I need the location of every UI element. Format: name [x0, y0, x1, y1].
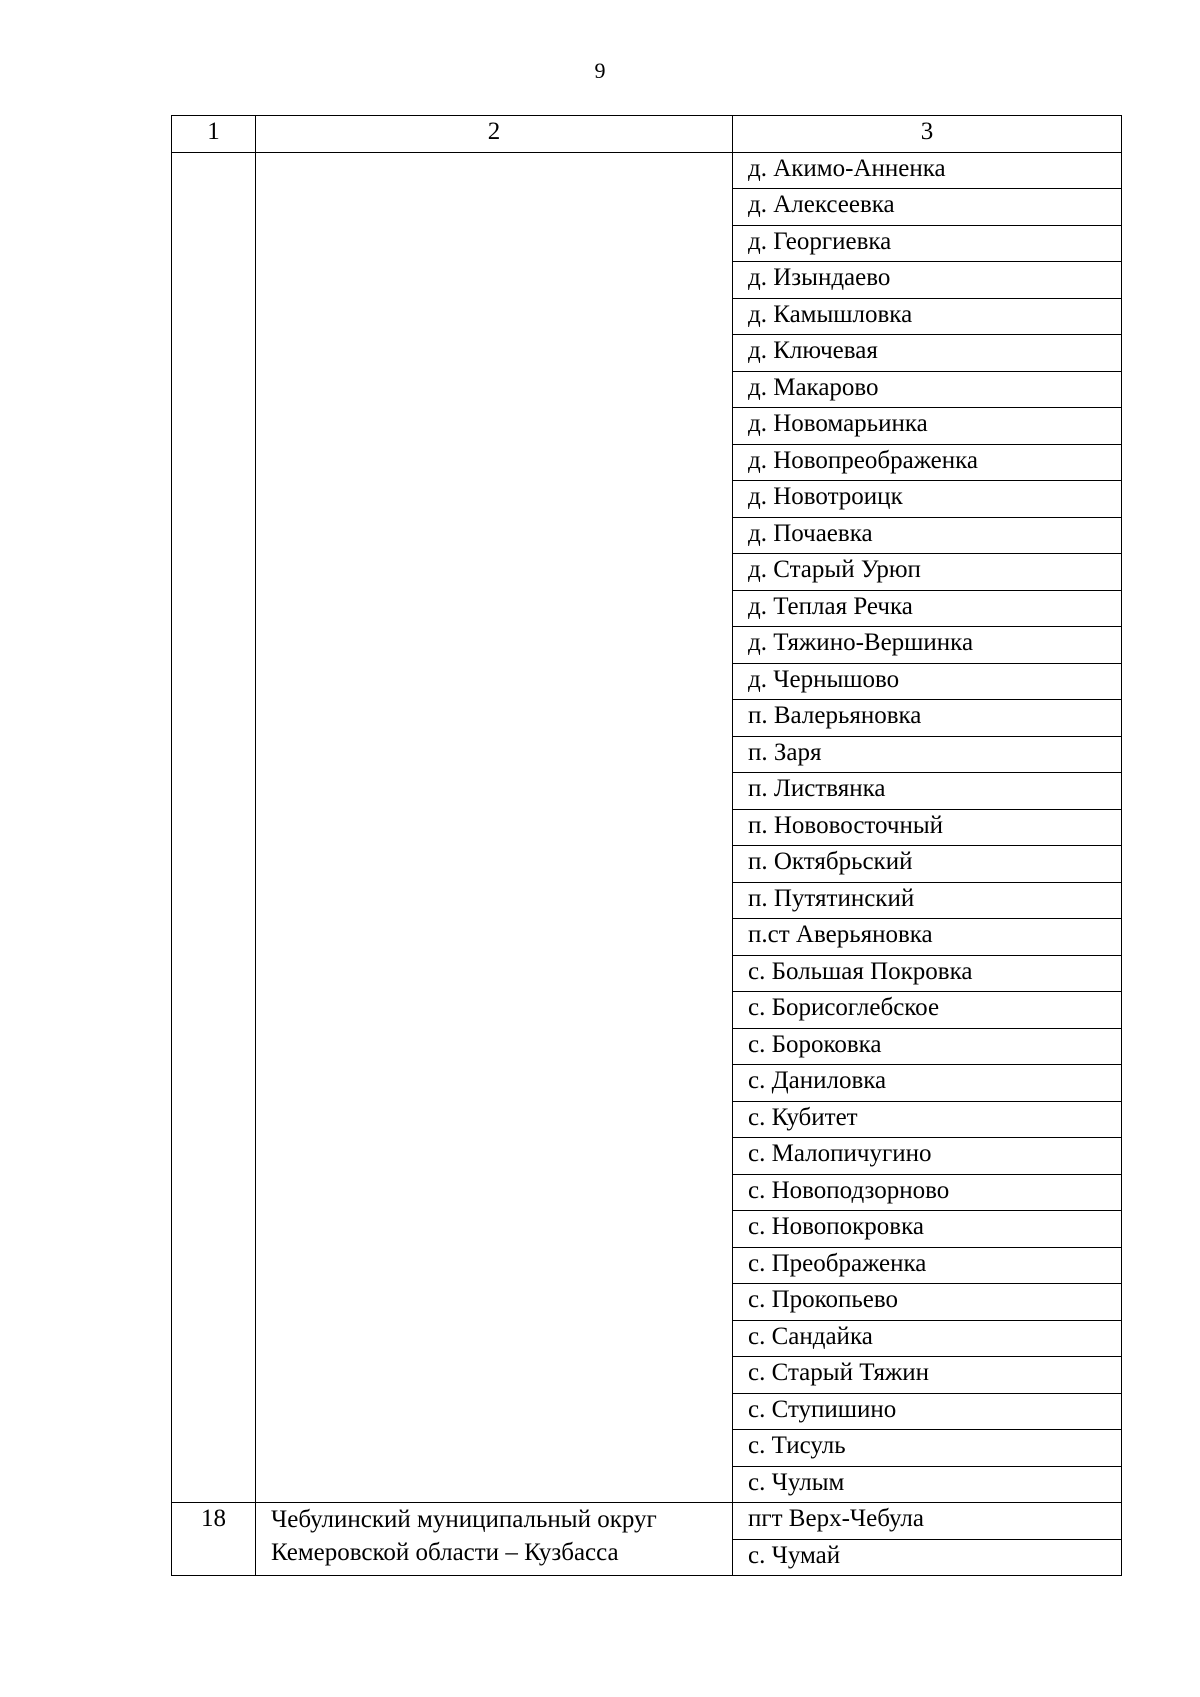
settlement-cell: п. Нововосточный [733, 809, 1122, 846]
district-name-cell [256, 152, 733, 1503]
settlement-cell: с. Чулым [733, 1466, 1122, 1503]
entry-number-cell: 18 [172, 1503, 256, 1576]
settlement-cell: д. Старый Урюп [733, 554, 1122, 591]
settlement-cell: с. Даниловка [733, 1065, 1122, 1102]
settlement-cell: с. Новоподзорново [733, 1174, 1122, 1211]
settlement-cell: д. Тяжино-Вершинка [733, 627, 1122, 664]
page-number: 9 [594, 58, 606, 83]
settlement-cell: п. Листвянка [733, 773, 1122, 810]
settlement-cell: д. Георгиевка [733, 225, 1122, 262]
settlement-cell: с. Прокопьево [733, 1284, 1122, 1321]
settlement-cell: п.ст Аверьяновка [733, 919, 1122, 956]
settlement-cell: д. Изындаево [733, 262, 1122, 299]
table-row [172, 1503, 1122, 1540]
column-header-1: 1 [172, 116, 256, 153]
settlement-cell: с. Бороковка [733, 1028, 1122, 1065]
settlement-cell: д. Камышловка [733, 298, 1122, 335]
settlement-cell: пгт Верх-Чебула [733, 1503, 1122, 1540]
settlement-cell: п. Валерьяновка [733, 700, 1122, 737]
table-header-row [172, 116, 1122, 153]
column-header-3: 3 [733, 116, 1122, 153]
settlement-cell: д. Алексеевка [733, 189, 1122, 226]
settlement-cell: п. Путятинский [733, 882, 1122, 919]
settlement-cell: с. Кубитет [733, 1101, 1122, 1138]
settlement-cell: п. Октябрьский [733, 846, 1122, 883]
settlement-cell: с. Чумай [733, 1539, 1122, 1576]
settlement-cell: д. Чернышово [733, 663, 1122, 700]
settlement-cell: д. Почаевка [733, 517, 1122, 554]
settlement-cell: с. Малопичугино [733, 1138, 1122, 1175]
settlement-cell: с. Сандайка [733, 1320, 1122, 1357]
settlement-cell: с. Борисоглебское [733, 992, 1122, 1029]
settlement-cell: д. Новотроицк [733, 481, 1122, 518]
settlement-cell: п. Заря [733, 736, 1122, 773]
settlement-cell: с. Большая Покровка [733, 955, 1122, 992]
settlement-cell: д. Новопреображенка [733, 444, 1122, 481]
table-row [172, 152, 1122, 189]
settlement-cell: с. Старый Тяжин [733, 1357, 1122, 1394]
settlement-cell: с. Новопокровка [733, 1211, 1122, 1248]
settlement-cell: с. Ступишино [733, 1393, 1122, 1430]
settlement-cell: д. Макарово [733, 371, 1122, 408]
settlement-cell: с. Тисуль [733, 1430, 1122, 1467]
settlement-cell: д. Ключевая [733, 335, 1122, 372]
settlement-cell: с. Преображенка [733, 1247, 1122, 1284]
settlements-table [171, 115, 1122, 1576]
settlement-cell: д. Новомарьинка [733, 408, 1122, 445]
district-name-cell: Чебулинский муниципальный округ Кемеровской области – Кузбасса [256, 1503, 733, 1576]
settlement-cell: д. Акимо-Анненка [733, 152, 1122, 189]
entry-number-cell [172, 152, 256, 1503]
column-header-2: 2 [256, 116, 733, 153]
settlement-cell: д. Теплая Речка [733, 590, 1122, 627]
